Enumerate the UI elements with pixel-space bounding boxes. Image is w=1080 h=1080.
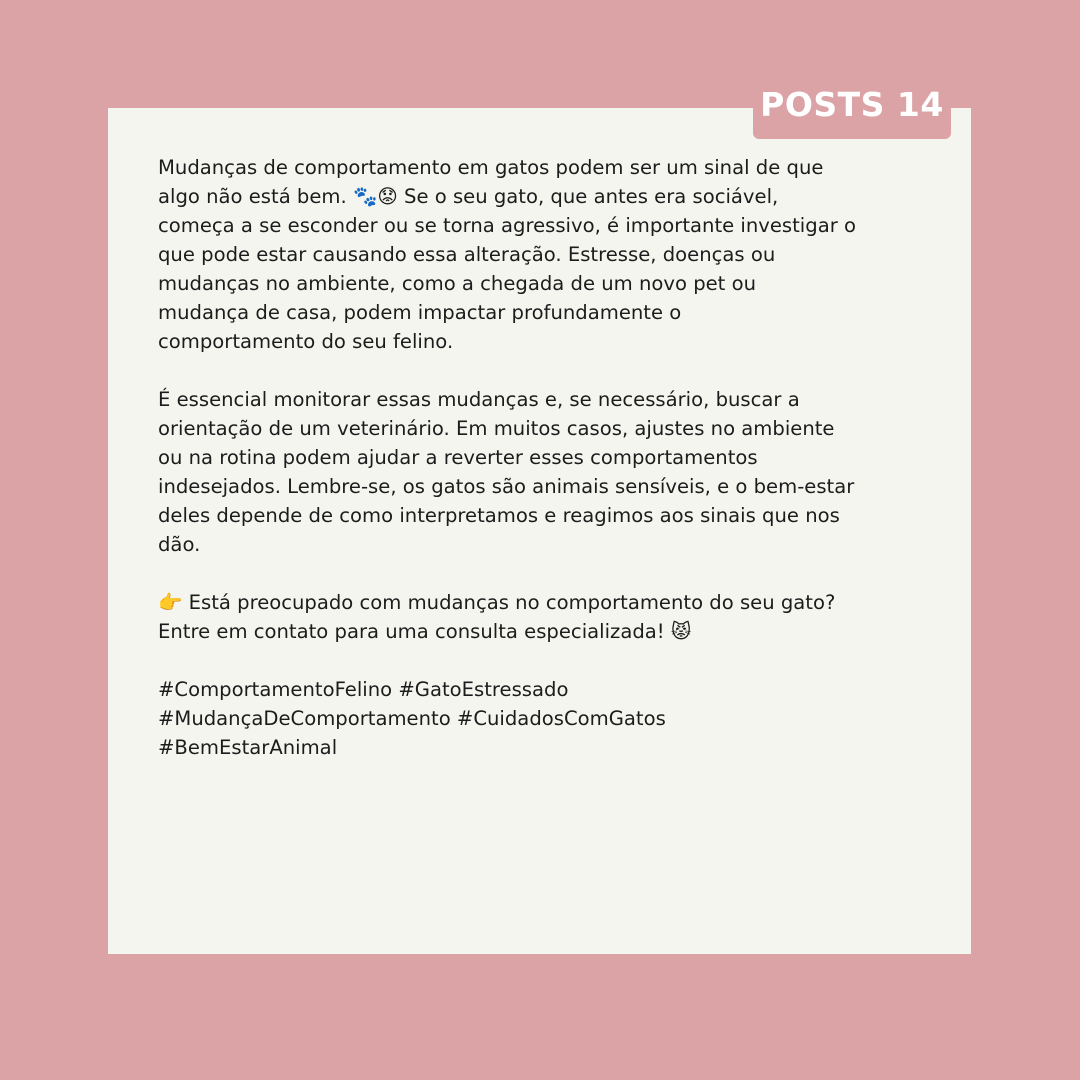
text-line: algo não está bem. 🐾😟 Se o seu gato, que antes era sociável, — [158, 185, 779, 208]
hashtag-line: #ComportamentoFelino #GatoEstressado — [158, 678, 569, 701]
text-line: comportamento do seu felino. — [158, 330, 454, 353]
text-line: mudança de casa, podem impactar profundamente o — [158, 301, 682, 324]
text-line: ou na rotina podem ajudar a reverter esses comportamentos — [158, 446, 758, 469]
posts-badge: POSTS 14 — [753, 72, 951, 139]
text-line: Mudanças de comportamento em gatos podem ser um sinal de que — [158, 156, 824, 179]
text-line: deles depende de como interpretamos e reagimos aos sinais que nos — [158, 504, 840, 527]
text-line: indesejados. Lembre-se, os gatos são animais sensíveis, e o bem-estar — [158, 475, 855, 498]
text-line: começa a se esconder ou se torna agressivo, é importante investigar o — [158, 214, 856, 237]
text-line: Entre em contato para uma consulta especializada! 😾 — [158, 620, 692, 643]
hashtags — [158, 675, 933, 762]
post-body — [158, 153, 933, 762]
text-line: dão. — [158, 533, 201, 556]
paragraph-call-to-action — [158, 588, 933, 646]
hashtag-line: #MudançaDeComportamento #CuidadosComGatos — [158, 707, 666, 730]
hashtag-line: #BemEstarAnimal — [158, 736, 338, 759]
text-line: 👉 Está preocupado com mudanças no comportamento do seu gato? — [158, 591, 836, 614]
text-line: mudanças no ambiente, como a chegada de um novo pet ou — [158, 272, 757, 295]
paragraph-advice — [158, 385, 933, 559]
text-line: É essencial monitorar essas mudanças e, se necessário, buscar a — [158, 388, 800, 411]
text-line: que pode estar causando essa alteração. Estresse, doenças ou — [158, 243, 776, 266]
text-line: orientação de um veterinário. Em muitos casos, ajustes no ambiente — [158, 417, 835, 440]
paragraph-intro — [158, 153, 933, 356]
